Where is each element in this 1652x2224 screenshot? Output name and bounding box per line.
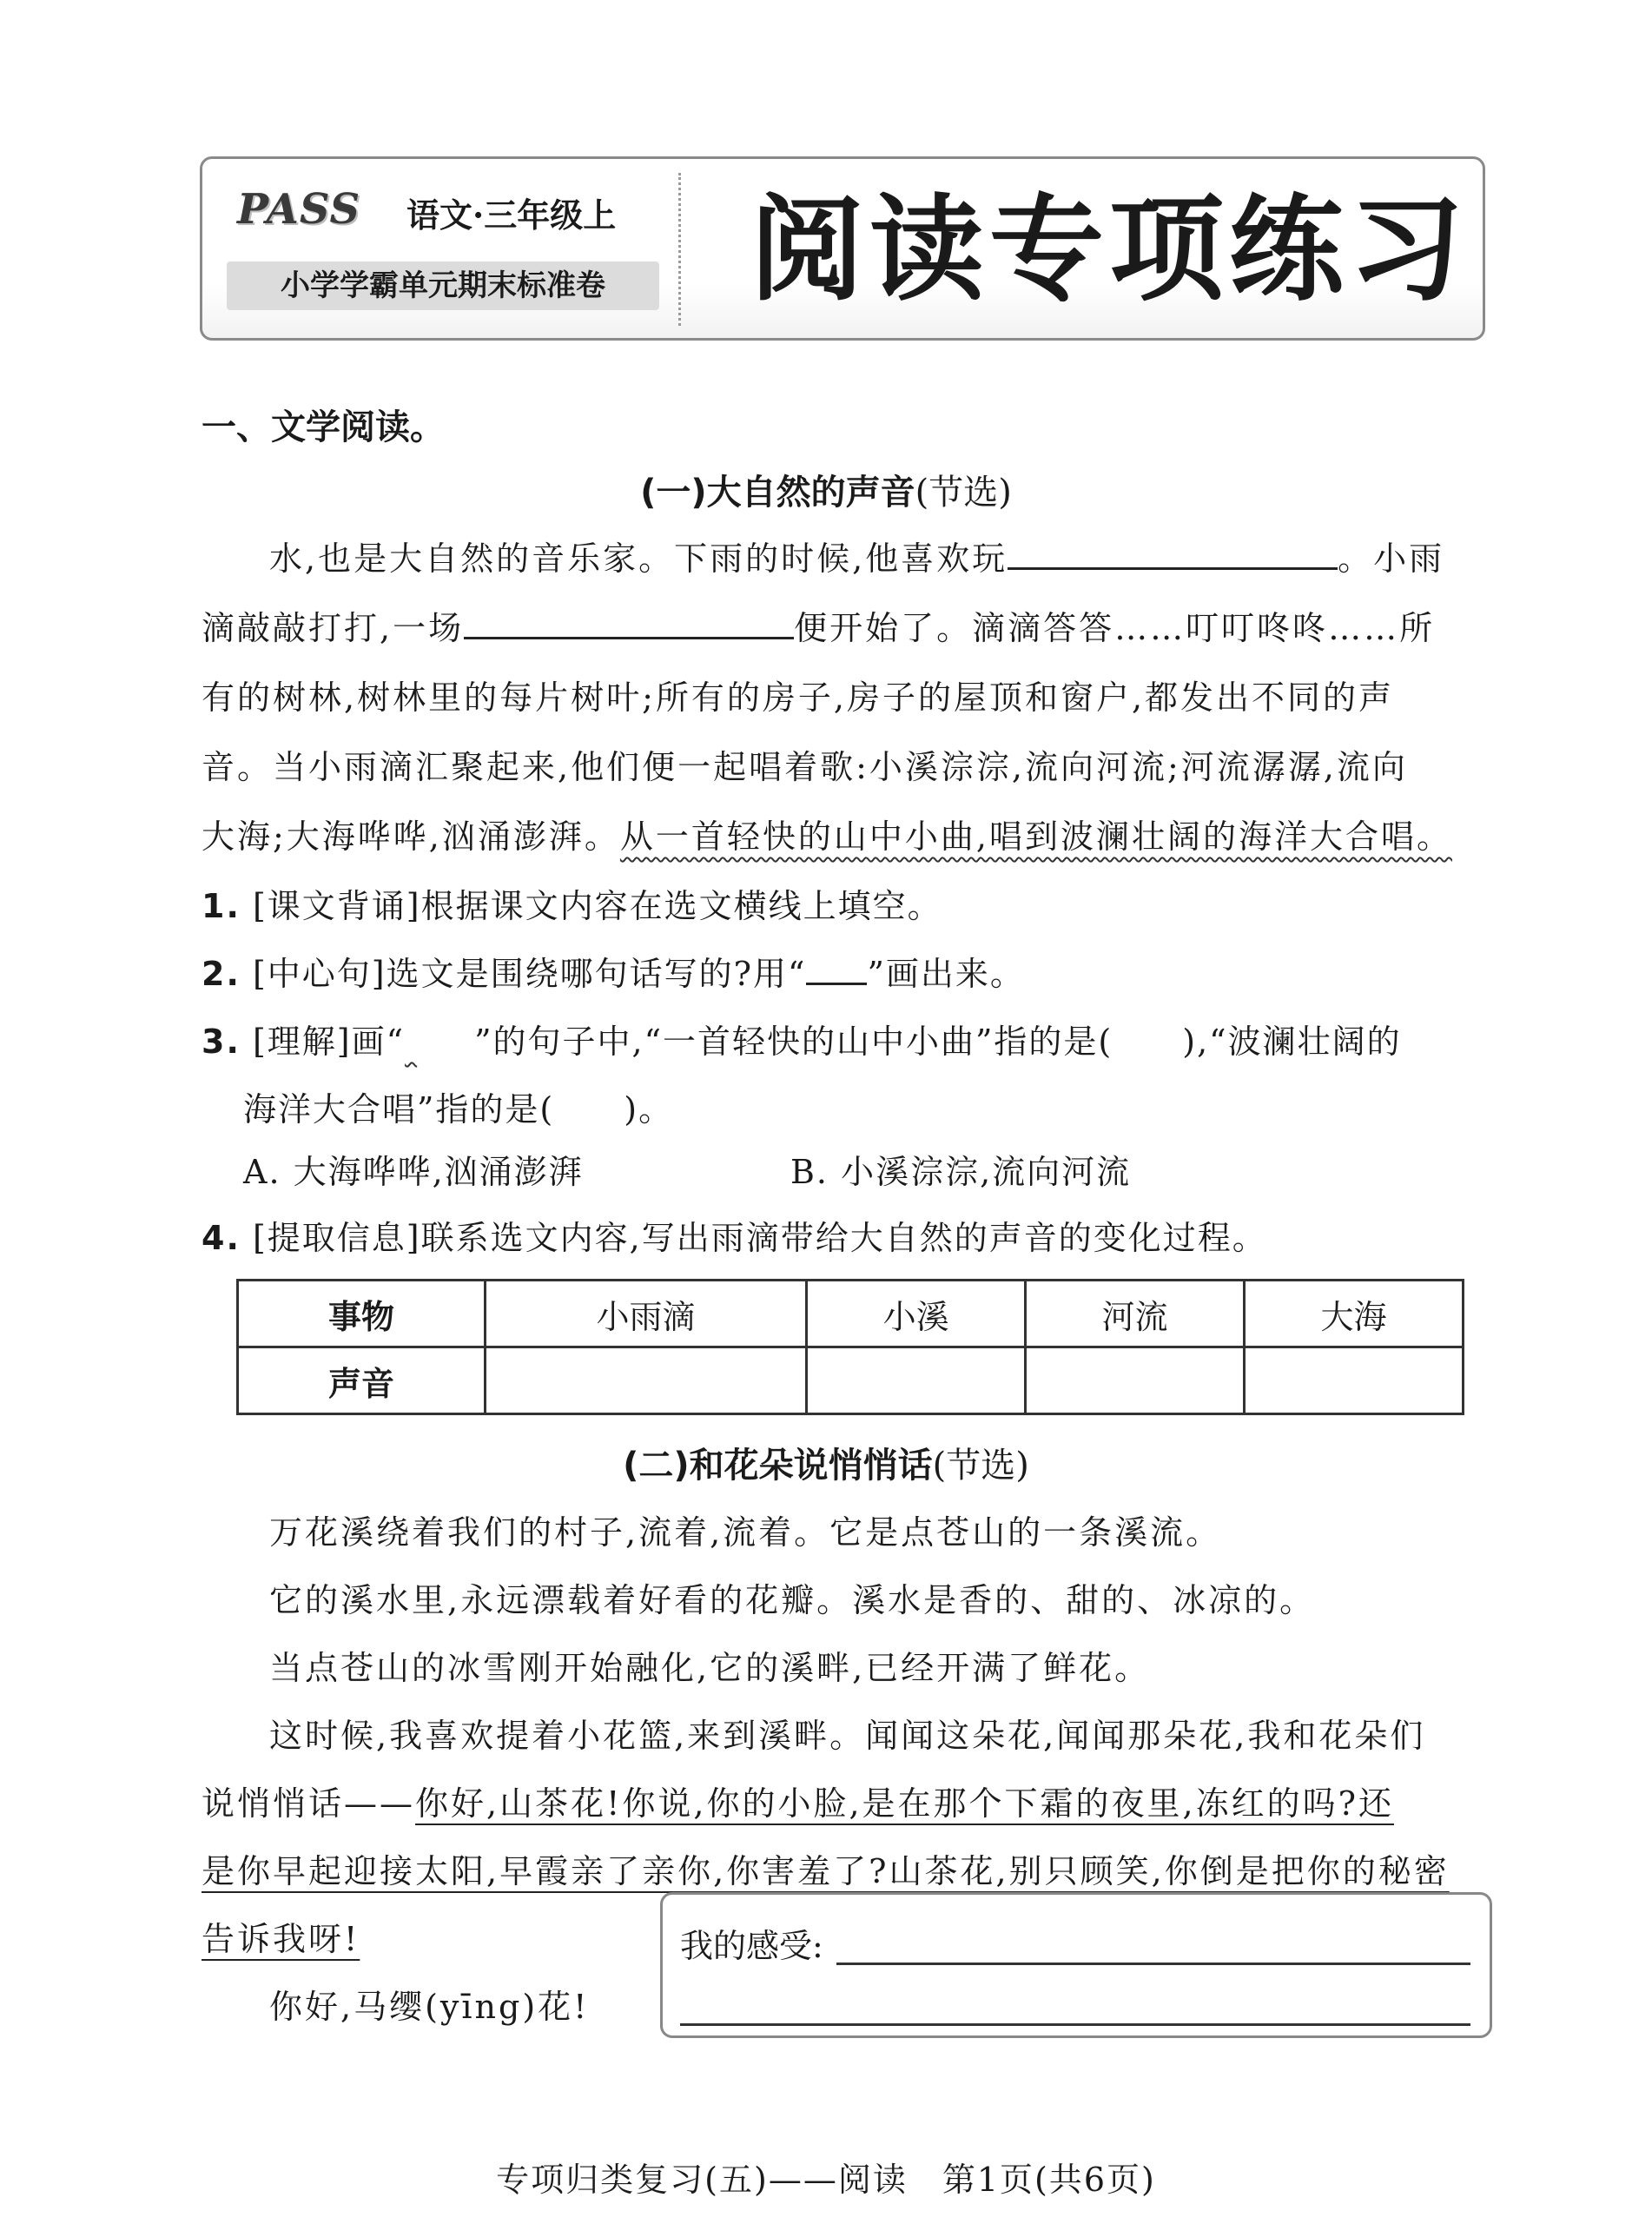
question-3-text-e: )。 <box>624 1090 674 1129</box>
table-cell-item: 小溪 <box>807 1281 1026 1347</box>
passage1-line5-a: 大海;大海哗哗,汹涌澎湃。 <box>202 817 620 856</box>
passage1-line5 <box>202 810 1452 857</box>
question-4-text: [提取信息]联系选文内容,写出雨滴带给大自然的声音的变化过程。 <box>252 1219 1267 1257</box>
fill-blank-2[interactable] <box>464 604 794 639</box>
question-2-number: 2. <box>202 955 241 993</box>
table-cell-item: 大海 <box>1245 1281 1464 1347</box>
passage1-line2-a: 滴敲敲打打,一场 <box>202 609 465 647</box>
feeling-box <box>660 1892 1492 2038</box>
question-3-number: 3. <box>202 1023 241 1061</box>
underlined-sentence-1: 你好,山茶花!你说,你的小脸,是在那个下霜的夜里,冻红的吗?还 <box>415 1784 1394 1823</box>
question-1-text: [课文背诵]根据课文内容在选文横线上填空。 <box>252 887 942 925</box>
passage1-line1-a: 水,也是大自然的音乐家。下雨的时候,他喜欢玩 <box>269 539 1008 578</box>
option-b: B. 小溪淙淙,流向河流 <box>790 1153 1132 1191</box>
question-4-number: 4. <box>202 1219 241 1257</box>
page-footer: 专项归类复习(五)——阅读 第1页(共6页) <box>496 2161 1156 2199</box>
passage2-line4: 这时候,我喜欢提着小花篮,来到溪畔。闻闻这朵花,闻闻那朵花,我和花朵们 <box>269 1717 1426 1755</box>
passage1-line3: 有的树林,树林里的每片树叶;所有的房子,房子的屋顶和窗户,都发出不同的声 <box>202 678 1395 717</box>
feeling-label: 我的感受: <box>680 1927 823 1965</box>
question-3-text-a: [理解]画“ <box>252 1023 406 1061</box>
series-label: 小学学霸单元期末标准卷 <box>227 261 659 310</box>
question-3-text-c: ),“波澜壮阔的 <box>1182 1023 1402 1061</box>
passage2-title <box>0 1438 1652 1487</box>
underlined-sentence-2: 是你早起迎接太阳,早霞亲了亲你,你害羞了?山茶花,别只顾笑,你倒是把你的秘密 <box>202 1852 1450 1890</box>
section-title: 一、文学阅读。 <box>202 407 445 447</box>
passage2-line1: 万花溪绕着我们的村子,流着,流着。它是点苍山的一条溪流。 <box>269 1513 1222 1552</box>
sound-table <box>236 1279 1464 1415</box>
question-3-cont <box>243 1082 673 1130</box>
question-3 <box>202 1015 1402 1062</box>
question-2-text-b: ”画出来。 <box>867 955 1025 993</box>
question-1 <box>202 879 942 927</box>
passage1-line1 <box>269 532 1444 579</box>
page-title: 阅读专项练习 <box>750 182 1469 317</box>
passage1-line2 <box>202 601 1435 649</box>
passage2-line8: 你好,马缨(yīng)花! <box>269 1988 590 2026</box>
passage1-note: (节选) <box>915 473 1012 513</box>
option-a: A. 大海哗哗,汹涌澎湃 <box>243 1153 584 1191</box>
passage2-line5 <box>202 1777 1394 1824</box>
underlined-sentence-3: 告诉我呀! <box>202 1920 360 1958</box>
passage2-title-text: (二)和花朵说悄悄话 <box>623 1446 933 1486</box>
passage1-title-text: (一)大自然的声音 <box>640 473 915 513</box>
passage1-line4: 音。当小雨滴汇聚起来,他们便一起唱着歌:小溪淙淙,流向河流;河流潺潺,流向 <box>202 748 1408 786</box>
header-divider <box>678 173 681 326</box>
passage1-line2-b: 便开始了。滴滴答答……叮叮咚咚……所 <box>794 609 1436 647</box>
feeling-answer-line-1[interactable] <box>836 1963 1470 1965</box>
wavy-sentence: 从一首轻快的山中小曲,唱到波澜壮阔的海洋大合唱。 <box>619 817 1452 856</box>
question-3-text-d: 海洋大合唱”指的是( <box>243 1090 555 1129</box>
passage1-title <box>0 465 1652 514</box>
question-1-number: 1. <box>202 887 241 925</box>
subject-label: 语文·三年级上 <box>406 195 617 235</box>
question-2 <box>202 947 1025 995</box>
header-box <box>200 156 1485 341</box>
table-header-things: 事物 <box>238 1281 486 1347</box>
table-row <box>238 1347 1464 1414</box>
pass-logo: PASS <box>237 185 361 234</box>
passage2-line2: 它的溪水里,永远漂载着好看的花瓣。溪水是香的、甜的、冰凉的。 <box>269 1581 1316 1619</box>
table-row <box>238 1281 1464 1347</box>
passage1-line1-b: 。小雨 <box>1338 539 1445 578</box>
table-answer-cell[interactable] <box>807 1347 1026 1414</box>
question-3-text-b: ”的句子中,“一首轻快的山中小曲”指的是( <box>474 1023 1113 1061</box>
table-answer-cell[interactable] <box>486 1347 807 1414</box>
question-2-text-a: [中心句]选文是围绕哪句话写的?用“ <box>252 955 807 993</box>
table-cell-item: 小雨滴 <box>486 1281 807 1347</box>
table-answer-cell[interactable] <box>1026 1347 1245 1414</box>
passage2-line3: 当点苍山的冰雪刚开始融化,它的溪畔,已经开满了鲜花。 <box>269 1649 1151 1687</box>
passage2-line5-a: 说悄悄话—— <box>202 1784 416 1823</box>
table-cell-item: 河流 <box>1026 1281 1245 1347</box>
feeling-answer-line-2[interactable] <box>680 2023 1470 2026</box>
table-header-sound: 声音 <box>238 1347 486 1414</box>
table-answer-cell[interactable] <box>1245 1347 1464 1414</box>
wavy-symbol <box>405 1023 474 1061</box>
question-4 <box>202 1211 1267 1259</box>
fill-blank-1[interactable] <box>1008 534 1338 570</box>
passage2-note: (节选) <box>932 1446 1029 1486</box>
underline-symbol <box>806 956 867 985</box>
